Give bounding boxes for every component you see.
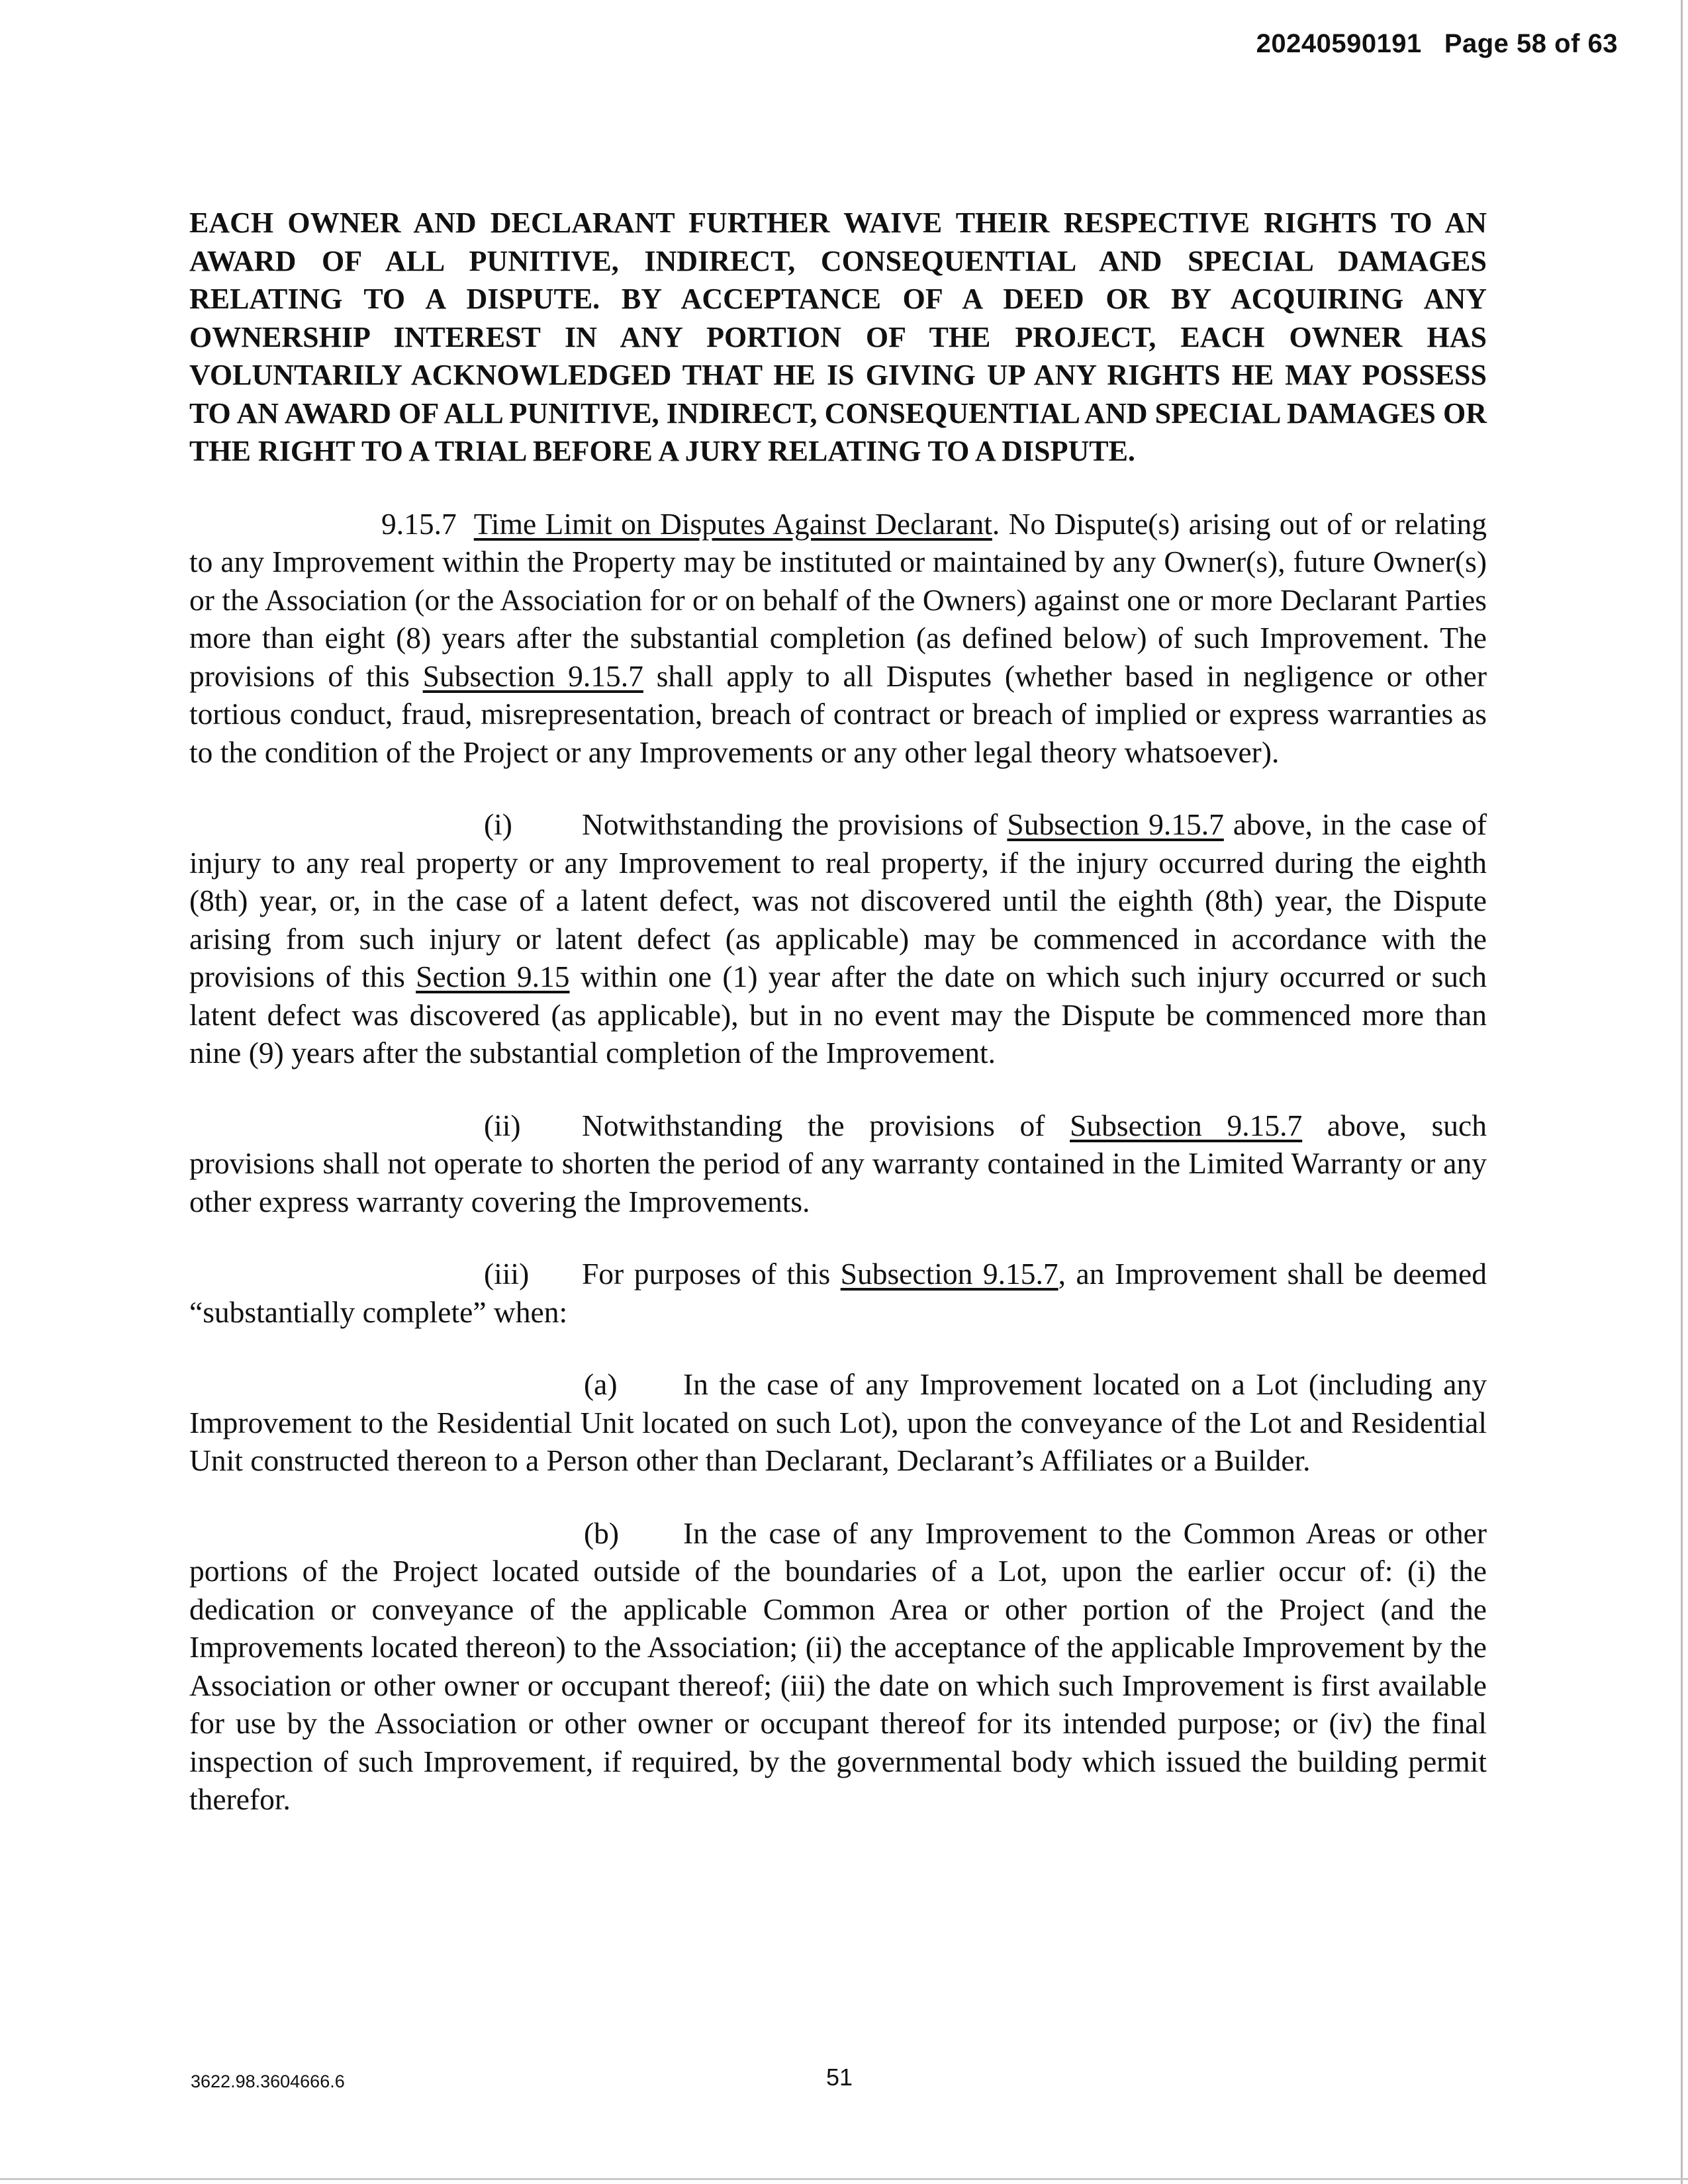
subsection-reference: Subsection 9.15.7: [840, 1257, 1058, 1291]
recording-number: 20240590191: [1256, 29, 1422, 58]
item-a: (a) In the case of any Improvement located on a Lot (including any Improvement to the Residential Unit located on such Lot), upon the conveyance of the Lot and Residential Unit constructed thereon to a Person other than Declarant, Declarant’s Affiliates or a Builder.: [189, 1365, 1487, 1480]
footer-page-number: 51: [826, 2064, 853, 2091]
section-reference: Section 9.15: [416, 960, 570, 993]
subsection-reference: Subsection 9.15.7: [422, 659, 643, 693]
item-marker: (a): [584, 1367, 618, 1401]
recording-header: [1256, 29, 1618, 59]
item-marker: (ii): [484, 1108, 521, 1142]
item-i: (i) Notwithstanding the provisions of Subsection 9.15.7 above, in the case of injury to any real property or any Improvement to real property, if the injury occurred during the eighth (8th) year, or, in the case of a latent defect, was not discovered until the eighth (8th) year, the Dispute arising from such injury or latent defect (as applicable) may be commenced in accordance with the provisions of this Section 9.15 within one (1) year after the date on which such injury occurred or such latent defect was discovered (as applicable), but in no event may the Dispute be commenced more than nine (9) years after the substantial completion of the Improvement.: [189, 805, 1487, 1072]
footer-document-id: 3622.98.3604666.6: [191, 2071, 345, 2091]
subsection-reference: Subsection 9.15.7: [1070, 1108, 1303, 1142]
page-edge-bottom: [0, 2178, 1688, 2180]
section-title: Time Limit on Disputes Against Declarant: [473, 506, 992, 541]
item-ii: (ii) Notwithstanding the provisions of Subsection 9.15.7 above, such provisions shall not operate to shorten the period of any warranty contained in the Limited Warranty or any other express warranty covering the Improvements.: [189, 1107, 1487, 1221]
subsection-reference: Subsection 9.15.7: [1007, 807, 1224, 841]
document-body: [189, 204, 1487, 1819]
item-iii: (iii) For purposes of this Subsection 9.15.7, an Improvement shall be deemed “substantially complete” when:: [189, 1255, 1487, 1331]
waiver-paragraph: EACH OWNER AND DECLARANT FURTHER WAIVE THEIR RESPECTIVE RIGHTS TO AN AWARD OF ALL PUNITIVE, INDIRECT, CONSEQUENTIAL AND SPECIAL DAMAGES RELATING TO A DISPUTE. BY ACCEPTANCE OF A DEED OR BY ACQUIRING ANY OWNERSHIP INTEREST IN ANY PORTION OF THE PROJECT, EACH OWNER HAS VOLUNTARILY ACKNOWLEDGED THAT HE IS GIVING UP ANY RIGHTS HE MAY POSSESS TO AN AWARD OF ALL PUNITIVE, INDIRECT, CONSEQUENTIAL AND SPECIAL DAMAGES OR THE RIGHT TO A TRIAL BEFORE A JURY RELATING TO A DISPUTE.: [189, 206, 1487, 467]
page-info: Page 58 of 63: [1444, 29, 1618, 58]
section-9-15-7: 9.15.7 Time Limit on Disputes Against Declarant. No Dispute(s) arising out of or relating to any Improvement within the Property may be instituted or maintained by any Owner(s), future Owner(s) or the Association (or the Association for or on behalf of the Owners) against one or more Declarant Parties more than eight (8) years after the substantial completion (as defined below) of such Improvement. The provisions of this Subsection 9.15.7 shall apply to all Disputes (whether based in negligence or other tortious conduct, fraud, misrepresentation, breach of contract or breach of implied or express warranties as to the condition of the Project or any Improvements or any other legal theory whatsoever).: [189, 506, 1487, 769]
section-number: 9.15.7: [381, 506, 457, 541]
item-b: (b) In the case of any Improvement to the Common Areas or other portions of the Project located outside of the boundaries of a Lot, upon the earlier occur of: (i) the dedication or conveyance of the applicable Common Area or other portion of the Project (and the Improvements located thereon) to the Association; (ii) the acceptance of the applicable Improvement by the Association or other owner or occupant thereof; (iii) the date on which such Improvement is first available for use by the Association or other owner or occupant thereof for its intended purpose; or (iv) the final inspection of such Improvement, if required, by the governmental body which issued the building permit therefor.: [189, 1514, 1487, 1819]
item-marker: (b): [584, 1516, 620, 1550]
item-marker: (i): [484, 807, 512, 841]
item-marker: (iii): [484, 1257, 530, 1291]
page-edge-right: [1681, 0, 1683, 2184]
